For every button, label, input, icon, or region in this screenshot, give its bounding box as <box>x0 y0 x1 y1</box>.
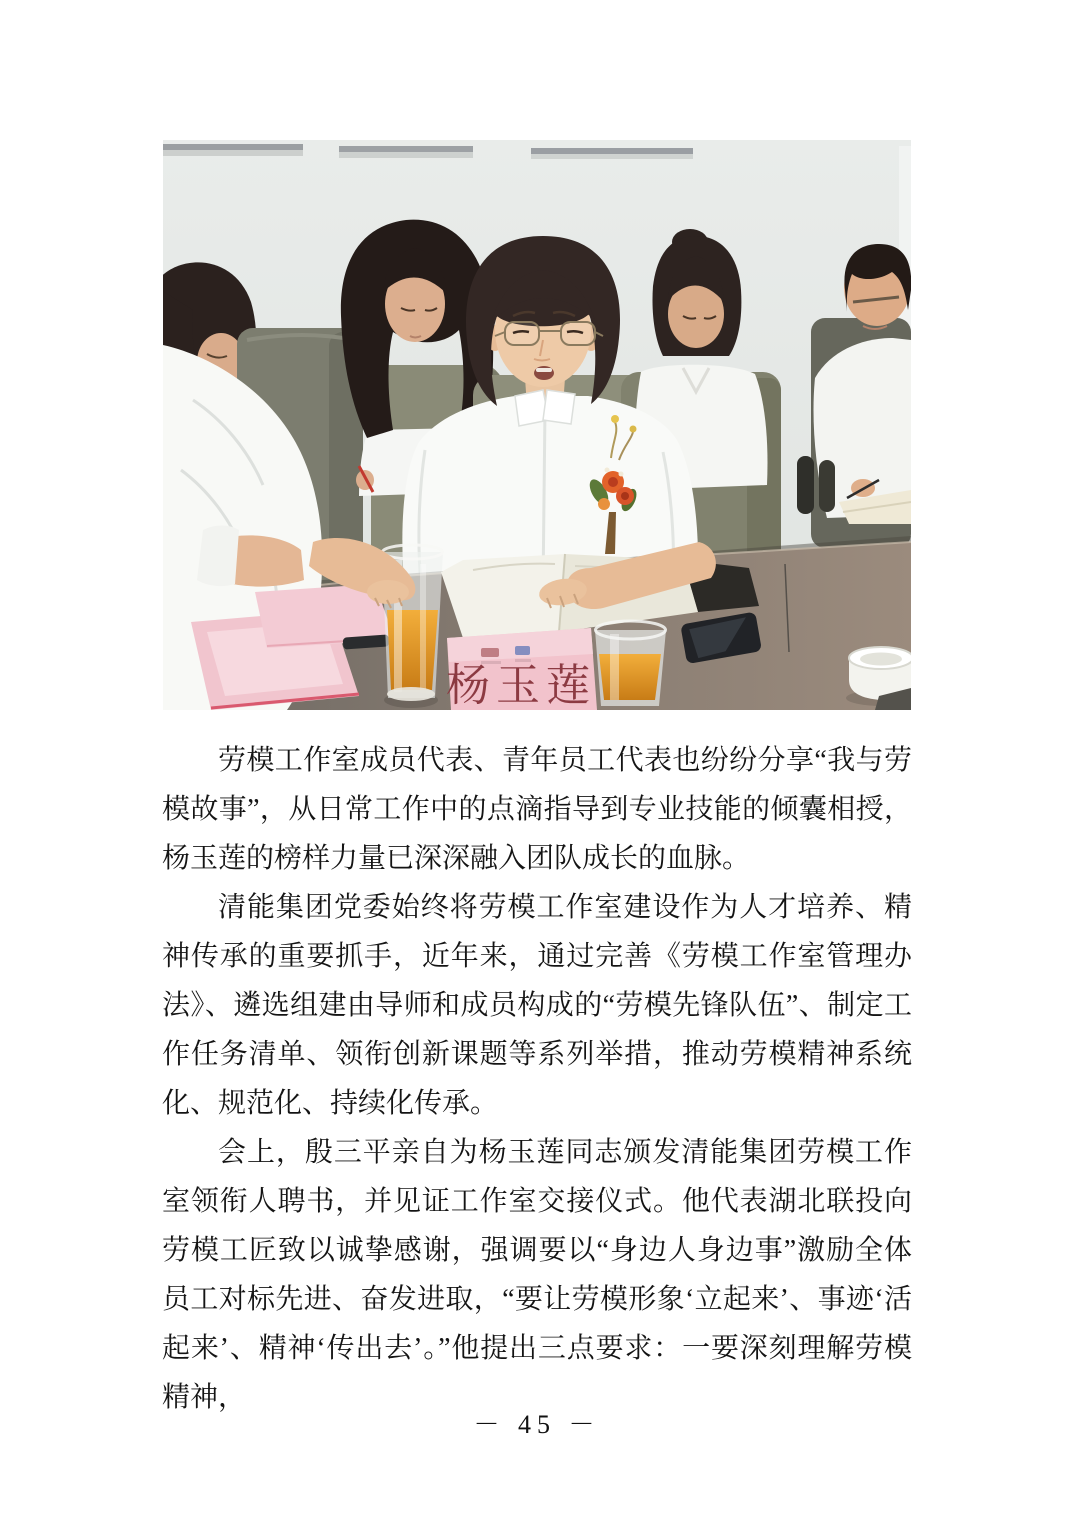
page-number: － 45 － <box>473 1410 601 1439</box>
placard-logo-right <box>515 646 530 655</box>
page-footer <box>0 1404 1074 1441</box>
paragraph-1: 劳模工作室成员代表、青年员工代表也纷纷分享“我与劳模故事”，从日常工作中的点滴指导到专业技能的倾囊相授，杨玉莲的榜样力量已深深融入团队成长的血脉。 <box>162 745 912 874</box>
name-placard <box>446 628 597 710</box>
placard-logo-left <box>481 648 499 657</box>
article-body <box>162 736 912 1422</box>
placard-name-text: 杨玉莲 <box>446 661 596 710</box>
paragraph-3: 会上，殷三平亲自为杨玉莲同志颁发清能集团劳模工作室领衔人聘书，并见证工作室交接仪式。他代表湖北联投向劳模工匠致以诚挚感谢，强调要以“身边人身边事”激励全体员工对标先进、奋发进取，“要让劳模形象‘立起来’、事迹‘活起来’、精神‘传出去’。”他提出三点要求：一要深刻理解劳模精神， <box>162 1137 912 1413</box>
conference-photo <box>163 140 911 710</box>
paragraph-2: 清能集团党委始终将劳模工作室建设作为人才培养、精神传承的重要抓手，近年来，通过完善《劳模工作室管理办法》、遴选组建由导师和成员构成的“劳模先锋队伍”、制定工作任务清单、领衔创新课题等系列举措，推动劳模精神系统化、规范化、持续化传承。 <box>162 892 912 1119</box>
tea-glass-right <box>595 621 666 706</box>
